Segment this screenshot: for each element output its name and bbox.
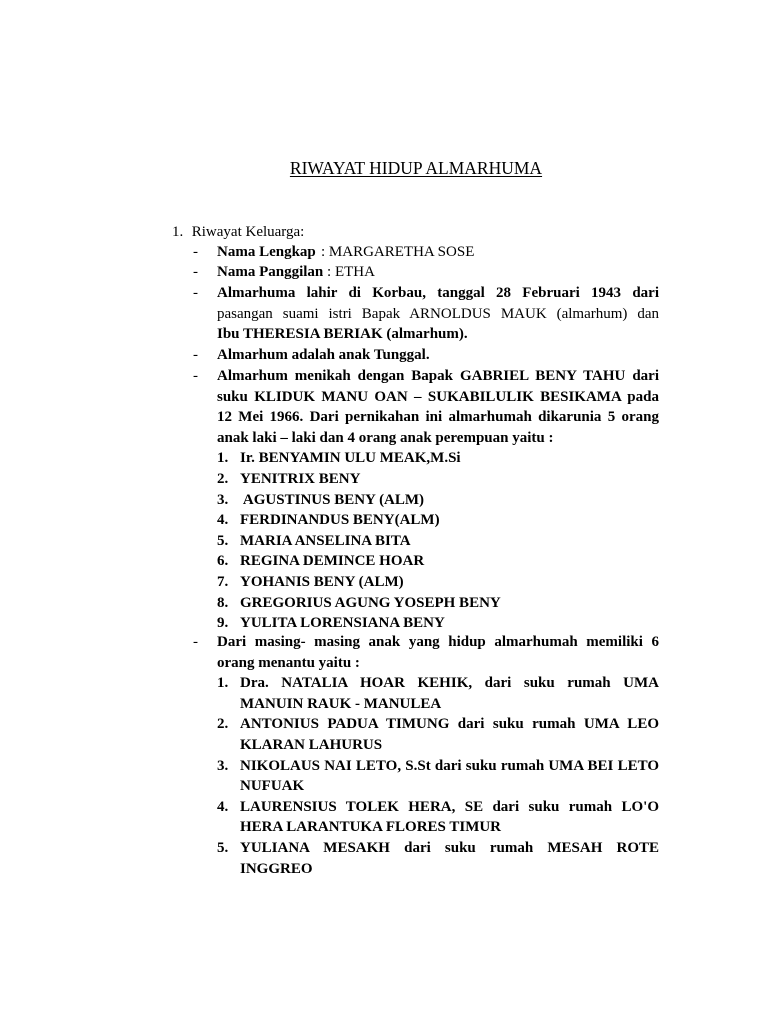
- list-item: 4. FERDINANDUS BENY(ALM): [217, 510, 659, 531]
- bullet-dash: -: [193, 285, 198, 301]
- nickname-label: Nama Panggilan: [217, 264, 324, 280]
- inlaw-line: ANTONIUS PADUA TIMUNG dari suku rumah UMA LEO: [240, 716, 659, 733]
- full-name-value: MARGARETHA SOSE: [328, 244, 475, 260]
- section-heading-text: Riwayat Keluarga:: [191, 224, 305, 240]
- bullet-only-child: [193, 345, 659, 366]
- child-name: AGUSTINUS BENY (ALM): [240, 491, 425, 508]
- bullet-inlaws: [193, 632, 659, 879]
- child-name: MARIA ANSELINA BITA: [240, 532, 411, 549]
- nickname-value: ETHA: [334, 264, 375, 280]
- children-list: [217, 448, 659, 633]
- bullet-full-name: [193, 242, 659, 263]
- child-name: YOHANIS BENY (ALM): [240, 573, 404, 590]
- inlaw-line: Dra. NATALIA HOAR KEHIK, dari suku rumah UMA: [240, 675, 659, 692]
- child-name: YULITA LORENSIANA BENY: [240, 615, 445, 632]
- inlaw-line: MANUIN RAUK - MANULEA: [240, 695, 442, 712]
- document-title: RIWAYAT HIDUP ALMARHUMA: [289, 158, 543, 178]
- marriage-line: Almarhum menikah dengan Bapak GABRIEL BENY TAHU dari: [217, 368, 659, 384]
- list-item: 5. MARIA ANSELINA BITA: [217, 531, 659, 552]
- child-name: Ir. BENYAMIN ULU MEAK,M.Si: [240, 450, 461, 467]
- section-heading: [172, 222, 304, 243]
- list-item: 6. REGINA DEMINCE HOAR: [217, 551, 659, 572]
- section-number: 1.: [172, 224, 184, 240]
- bullet-dash: -: [193, 244, 198, 260]
- child-name: YENITRIX BENY: [240, 470, 361, 487]
- list-item: 1. Dra. NATALIA HOAR KEHIK, dari suku rumah UMA MANUIN RAUK - MANULEA: [217, 673, 659, 714]
- bullet-dash: -: [193, 264, 198, 280]
- list-item: 2. ANTONIUS PADUA TIMUNG dari suku rumah UMA LEO KLARAN LAHURUS: [217, 714, 659, 755]
- child-name: GREGORIUS AGUNG YOSEPH BENY: [240, 594, 501, 611]
- list-item: 4. LAURENSIUS TOLEK HERA, SE dari suku rumah LO'O HERA LARANTUKA FLORES TIMUR: [217, 797, 659, 838]
- list-item: 2. YENITRIX BENY: [217, 469, 659, 490]
- inlaw-line: NUFUAK: [240, 778, 305, 795]
- marriage-line: 12 Mei 1966. Dari pernikahan ini almarhumah dikarunia 5 orang: [217, 409, 659, 426]
- full-name-separator: :: [321, 244, 326, 260]
- inlaw-line: NIKOLAUS NAI LETO, S.St dari suku rumah UMA BEI LETO: [240, 757, 659, 774]
- list-item: 8. GREGORIUS AGUNG YOSEPH BENY: [217, 593, 659, 614]
- bullet-dash: -: [193, 368, 198, 384]
- birth-line: Ibu THERESIA BERIAK (almarhum).: [217, 326, 468, 343]
- bullet-dash: -: [193, 634, 198, 650]
- inlaw-line: LAURENSIUS TOLEK HERA, SE dari suku rumah LO'O: [240, 798, 659, 815]
- bullet-marriage: [193, 366, 659, 634]
- marriage-line: anak laki – laki dan 4 orang anak perempuan yaitu :: [217, 429, 554, 446]
- inlaw-line: INGGREO: [240, 860, 313, 877]
- list-item: 3. NIKOLAUS NAI LETO, S.St dari suku rumah UMA BEI LETO NUFUAK: [217, 756, 659, 797]
- child-name: REGINA DEMINCE HOAR: [240, 553, 425, 570]
- list-item: 9. YULITA LORENSIANA BENY: [217, 613, 659, 634]
- child-name: FERDINANDUS BENY(ALM): [240, 512, 440, 529]
- birth-line: Almarhuma lahir di Korbau, tanggal 28 Februari 1943 dari: [217, 285, 659, 301]
- list-item: 1. Ir. BENYAMIN ULU MEAK,M.Si: [217, 448, 659, 469]
- birth-line: pasangan suami istri Bapak ARNOLDUS MAUK (almarhum) dan: [217, 305, 659, 322]
- inlaw-line: HERA LARANTUKA FLORES TIMUR: [240, 819, 502, 836]
- marriage-line: suku KLIDUK MANU OAN – SUKABILULIK BESIKAMA pada: [217, 388, 659, 405]
- list-item: 5. YULIANA MESAKH dari suku rumah MESAH ROTE INGGREO: [217, 838, 659, 879]
- inlaw-line: KLARAN LAHURUS: [240, 736, 383, 753]
- list-item: 7. YOHANIS BENY (ALM): [217, 572, 659, 593]
- inlaw-line: YULIANA MESAKH dari suku rumah MESAH ROTE: [240, 839, 659, 856]
- inlaws-line: orang menantu yaitu :: [217, 654, 360, 671]
- bullet-birth: [193, 283, 659, 345]
- bullet-nickname: [193, 262, 659, 283]
- bullet-dash: -: [193, 347, 198, 363]
- nickname-separator: :: [327, 264, 332, 280]
- inlaws-line: Dari masing- masing anak yang hidup almarhumah memiliki 6: [217, 634, 659, 650]
- full-name-label: Nama Lengkap: [217, 244, 316, 260]
- only-child-text: Almarhum adalah anak Tunggal.: [217, 347, 430, 363]
- list-item: 3. AGUSTINUS BENY (ALM): [217, 490, 659, 511]
- inlaws-list: [217, 673, 659, 879]
